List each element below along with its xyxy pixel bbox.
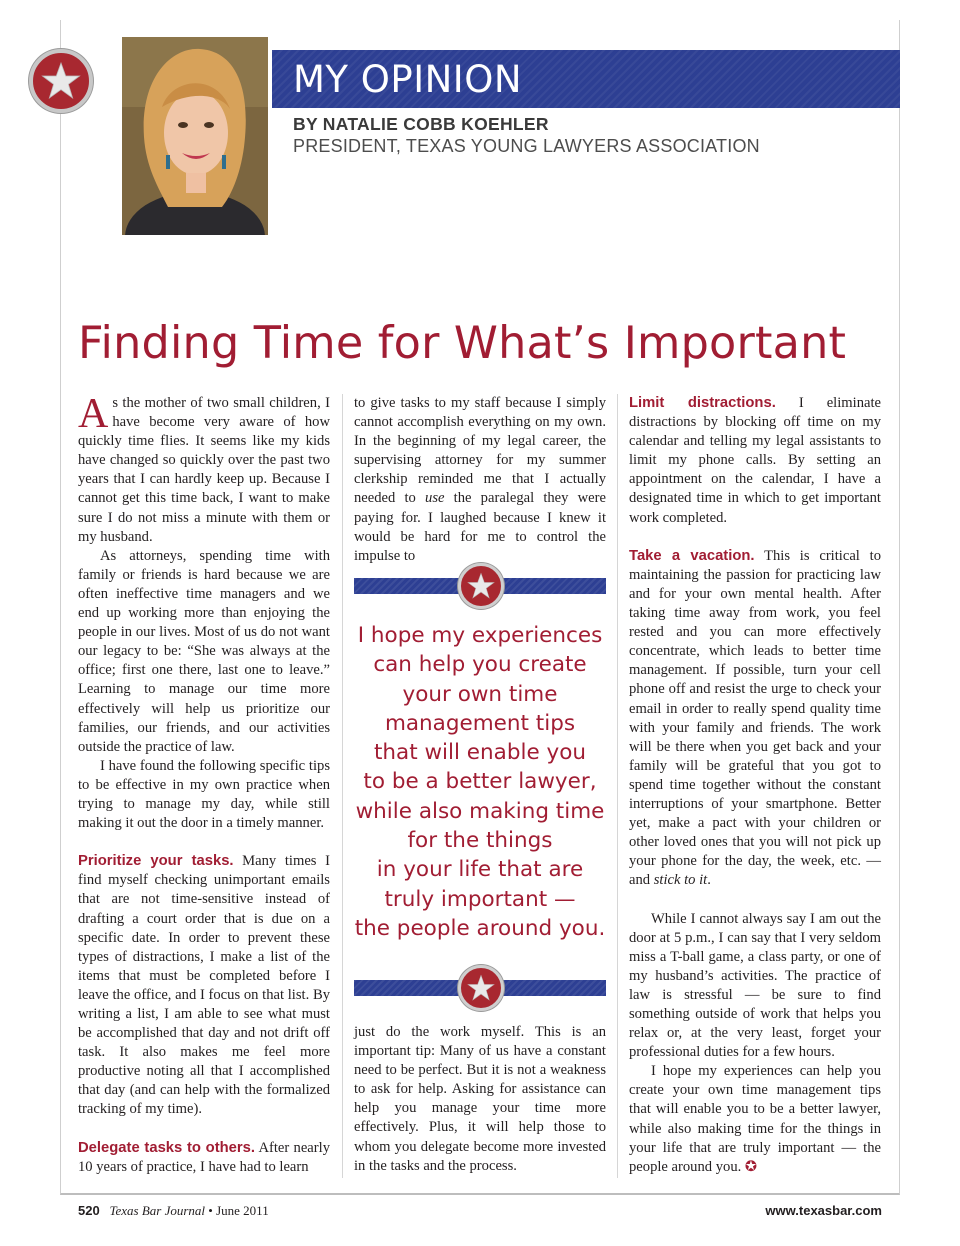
article-column-2-bottom bbox=[354, 1023, 606, 1176]
pull-quote-line: management tips bbox=[384, 710, 576, 736]
star-badge-icon bbox=[29, 49, 93, 113]
issue-date: June 2011 bbox=[216, 1203, 269, 1218]
body-paragraph: I have found the following specific tips to be effective in my own practice when trying to manage my day, while still making it out the door in a timely manner. bbox=[78, 757, 330, 832]
paragraph-text: I eliminate distractions by blocking off time on my calendar and telling my legal assistants to limit my phone calls. By setting an appointment on the calendar, I have a designated time in which to get important work completed. bbox=[629, 395, 881, 526]
pull-quote-line: your own time bbox=[402, 681, 558, 707]
closing-paragraph bbox=[629, 1062, 881, 1177]
pull-quote-divider-top bbox=[354, 563, 606, 609]
section-title: MY OPINION bbox=[293, 58, 523, 101]
pull-quote-line: for the things bbox=[407, 828, 553, 854]
end-mark-icon: ✪ bbox=[744, 1158, 758, 1175]
tip-paragraph bbox=[78, 1139, 330, 1177]
paragraph-text: . bbox=[707, 872, 711, 889]
body-paragraph: just do the work myself. This is an important tip: Many of us have a constant need to be perfect. But it is not a weakness to ask for help. Asking for assistance can help you manage your time more effectively. Plus, it will help those to whom you delegate become more invested in the tasks and the process. bbox=[354, 1024, 606, 1174]
pull-quote-line: that will enable you bbox=[373, 740, 587, 766]
publication-name: Texas Bar Journal bbox=[109, 1203, 206, 1218]
pull-quote-line: while also making time bbox=[355, 798, 605, 824]
paragraph-text: the paralegal they were paying for. I laughed because I knew it would be hard for me to control the impulse to bbox=[354, 490, 606, 564]
paragraph-text: Many times I find myself checking unimportant emails that are not time-sensitive instead of drafting a court order that is due on a specific date. In order to prevent these types of distractions, I make a list of the items that must be completed before I leave the office, and I focus on that list. By writing a list, I am able to see what must be accomplished that day and not drift off task. It also makes me feel more productive noting all that I accomplished that day (and can help with the formalized tracking of my time). bbox=[78, 853, 330, 1118]
author-portrait bbox=[122, 37, 268, 235]
article-column-3 bbox=[629, 394, 881, 1177]
tip-heading: Delegate tasks to others. bbox=[78, 1139, 256, 1156]
pull-quote-line: I hope my experiences bbox=[357, 623, 603, 648]
tip-heading: Limit distractions. bbox=[629, 395, 776, 411]
tip-paragraph bbox=[78, 852, 330, 1119]
paragraph-text: s the mother of two small children, I have become very aware of how quickly time flies. It seems like my kids have changed so quickly over the past two years that I can hardly keep up. Because I cannot get this time back, I want to make sure I do not miss a minute with them or my husband. bbox=[78, 395, 330, 545]
column-divider bbox=[342, 394, 343, 1178]
emphasis-text: stick to it bbox=[653, 872, 708, 889]
star-badge-icon bbox=[458, 563, 504, 609]
website-link[interactable]: www.texasbar.com bbox=[765, 1203, 882, 1218]
pull-quote-line: truly important — bbox=[384, 886, 576, 912]
page-number: 520 bbox=[78, 1203, 100, 1218]
author-byline: BY NATALIE COBB KOEHLER bbox=[293, 114, 549, 134]
tip-paragraph bbox=[629, 394, 881, 528]
pull-quote-line: can help you create bbox=[373, 652, 587, 678]
drop-cap: A bbox=[78, 391, 109, 437]
author-position: PRESIDENT, TEXAS YOUNG LAWYERS ASSOCIATION bbox=[293, 136, 760, 156]
tip-heading: Prioritize your tasks. bbox=[78, 853, 234, 870]
tip-heading: Take a vacation. bbox=[629, 547, 755, 564]
column-divider bbox=[617, 394, 618, 1178]
pull-quote-line: in your life that are bbox=[376, 857, 584, 883]
intro-paragraph bbox=[78, 391, 330, 547]
page-footer bbox=[78, 1203, 269, 1219]
body-paragraph: While I cannot always say I am out the door at 5 p.m., I can say that I very seldom miss a T-ball game, a class party, or one of my husband’s activities. The practice of law is stressful — be sure to find something outside of work that helps you relax or, at the very least, forget your professional duties for a few hours. bbox=[629, 910, 881, 1061]
body-paragraph bbox=[354, 394, 606, 566]
tip-paragraph bbox=[629, 547, 881, 891]
article-column-1 bbox=[78, 391, 330, 1177]
article-headline: Finding Time for What’s Important bbox=[78, 318, 847, 369]
paragraph-text: This is critical to maintaining the passion for practicing law and for your own mental health. After taking time away from work, you feel rested and you can more effectively concentrate, which leads to better time management. If possible, turn your cell phone off and resist the urge to check your email in order to really spend quality time with your family and friends. The work will be there when you get back and your family will be grateful that you got to spend time together without the constant interruptions of your smartphone. Better yet, make a pact with your children or other loved ones that you will not pick up your phone for the day, the week, etc. — and bbox=[629, 547, 881, 889]
pull-quote-divider-bottom bbox=[354, 965, 606, 1011]
article-column-2-top bbox=[354, 394, 606, 566]
paragraph-text: After nearly 10 years of practice, I have had to learn bbox=[78, 1139, 330, 1175]
pull-quote-line: to be a better lawyer, bbox=[363, 769, 597, 795]
paragraph-text: to give tasks to my staff because I simply cannot accomplish everything on my own. In the beginning of my legal career, the supervising attorney for my summer clerkship reminded me that I actually needed to bbox=[354, 395, 606, 507]
pull-quote-line: the people around you. bbox=[354, 915, 606, 941]
paragraph-text: I hope my experiences can help you create your own time management tips that will enable you to be a better lawyer, while also making time for the things in your life that are truly important — the people around you. bbox=[629, 1063, 881, 1175]
footer-separator: • bbox=[208, 1203, 213, 1218]
star-badge-icon bbox=[458, 965, 504, 1011]
emphasis-text: use bbox=[425, 490, 445, 507]
pull-quote bbox=[354, 621, 606, 943]
body-paragraph: As attorneys, spending time with family or friends is hard because we are often ineffective time managers and we end up working more than enjoying the people in our lives. Most of us do not want our legacy to be: “She was always at the office; first one there, last one to leave.” Learning to manage our time more effectively will help us prioritize our families, our friends, and our activities outside the practice of law. bbox=[78, 547, 330, 755]
